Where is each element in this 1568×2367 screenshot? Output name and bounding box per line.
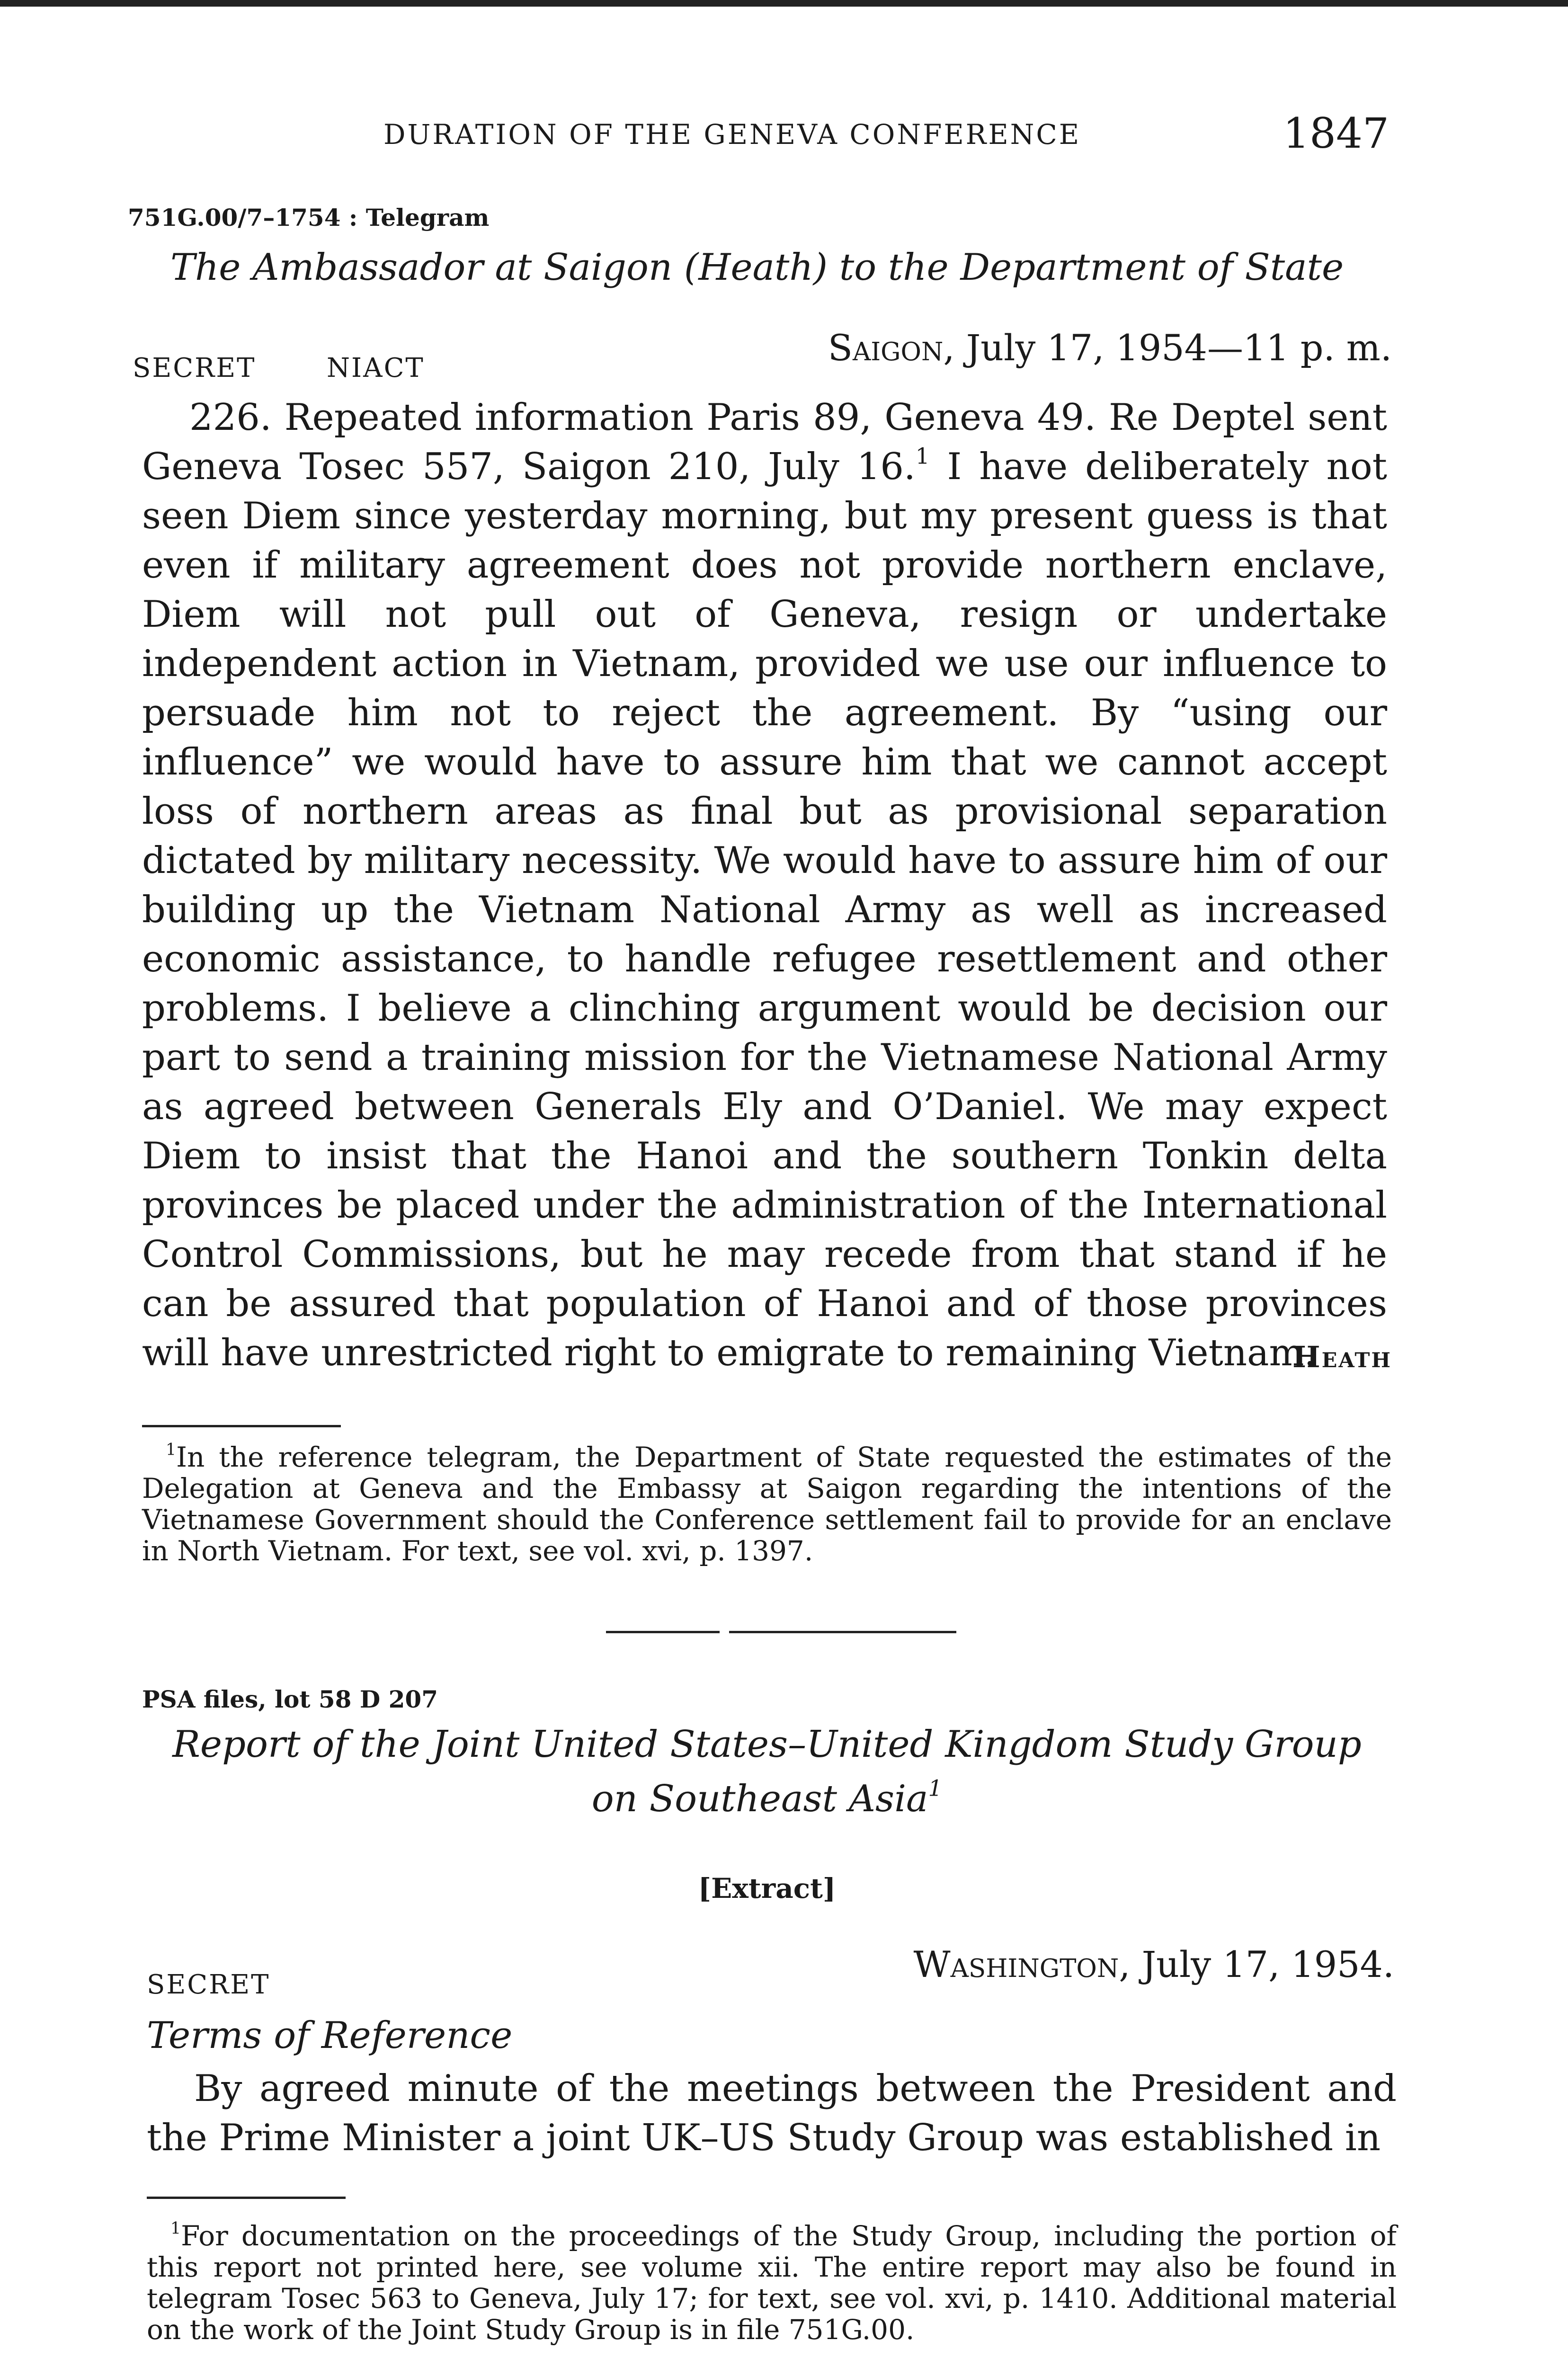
section-separator-left xyxy=(606,1631,720,1633)
doc1-footnote xyxy=(142,1442,1392,1566)
page-header xyxy=(0,109,1568,166)
doc2-file-reference: PSA files, lot 58 D 207 xyxy=(142,1685,438,1713)
page-number: 1847 xyxy=(1283,109,1389,158)
scan-top-edge xyxy=(0,0,1568,7)
doc1-dateline-place: Saigon, xyxy=(828,327,955,369)
doc2-footnote xyxy=(147,2220,1397,2345)
doc2-footnote-marker: 1 xyxy=(170,2219,181,2238)
doc2-classification: SECRET xyxy=(147,1969,270,2000)
doc2-dateline xyxy=(805,1943,1394,1985)
doc1-footnote-marker: 1 xyxy=(166,1440,177,1459)
doc1-signature: Heath xyxy=(1292,1340,1392,1374)
doc2-dateline-date: July 17, 1954. xyxy=(1141,1943,1394,1985)
doc2-title-note-ref: 1 xyxy=(928,1776,943,1802)
doc2-title-line1: Report of the Joint United States–United Kingdom Study Group xyxy=(172,1723,1362,1766)
doc1-note-ref: 1 xyxy=(915,444,930,470)
running-head: DURATION OF THE GENEVA CONFERENCE xyxy=(383,118,1081,151)
section-separator-right xyxy=(729,1631,956,1633)
doc1-footnote-rule xyxy=(142,1425,341,1427)
doc1-body xyxy=(142,393,1387,1378)
doc2-dateline-place: Washington, xyxy=(913,1943,1131,1985)
doc2-title-line2: on Southeast Asia xyxy=(591,1778,928,1820)
doc1-footnote-text: In the reference telegram, the Department of State requested the estimates of the Delegation at Geneva and the Embassy at Saigon regarding the intentions of the Vietnamese Government should the Conference settlement fail to provide for an enclave in North Vietnam. For text, see vol. xvi, p. 1397. xyxy=(142,1441,1392,1567)
doc1-classification: SECRET xyxy=(133,353,256,383)
doc2-section-heading: Terms of Reference xyxy=(147,2014,513,2057)
doc2-title-line2-wrap xyxy=(142,1778,1392,1820)
doc2-body-text: By agreed minute of the meetings between the President and the Prime Minister a joint UK–US Study Group was established in xyxy=(147,2067,1397,2159)
doc1-precedence: NIACT xyxy=(327,353,425,383)
doc2-footnote-rule xyxy=(147,2197,346,2199)
doc1-title: The Ambassador at Saigon (Heath) to the Department of State xyxy=(170,246,1344,289)
doc2-extract-label: [Extract] xyxy=(698,1872,836,1904)
doc1-file-reference: 751G.00/7–1754 : Telegram xyxy=(128,204,490,231)
doc1-dateline-date: July 17, 1954—11 p. m. xyxy=(966,327,1392,369)
doc2-body xyxy=(147,2064,1397,2162)
doc1-body-part2: I have deliberately not seen Diem since yesterday morning, but my present guess is that even if military agreement does not provide northern enclave, Diem will not pull out of Geneva, resign or undertake independent action in Vietnam, provided we use our influence to persuade him not to reject the agreement. By “using our influence” we would have to assure him that we cannot accept loss of northern areas as final but as provisional separation dictated by military necessity. We would have to assure him of our building up the Vietnam National Army as well as increased economic assistance, to handle refugee resettlement and other problems. I believe a clinching argument would be decision our part to send a training mission for the Vietnamese National Army as agreed between Generals Ely and O’Daniel. We may expect Diem to insist that the Hanoi and the southern Tonkin delta provinces be placed under the administration of the International Control Commissions, but he may recede from that stand if he can be assured that population of Hanoi and of those provinces will have unrestricted right to emigrate to remaining Vietnam. xyxy=(142,445,1388,1374)
doc1-dateline xyxy=(814,327,1392,369)
doc2-footnote-text: For documentation on the proceedings of the Study Group, including the portion of this report not printed here, see volume xii. The entire report may also be found in telegram Tosec 563 to Geneva, July 17; for text, see vol. xvi, p. 1410. Additional material on the work of the Joint Study Group is in file 751G.00. xyxy=(147,2220,1397,2346)
doc1-body-part1: 226. Repeated information Paris 89, Geneva 49. Re Deptel sent Geneva Tosec 557, Saigon 210, July 16. xyxy=(142,396,1387,488)
